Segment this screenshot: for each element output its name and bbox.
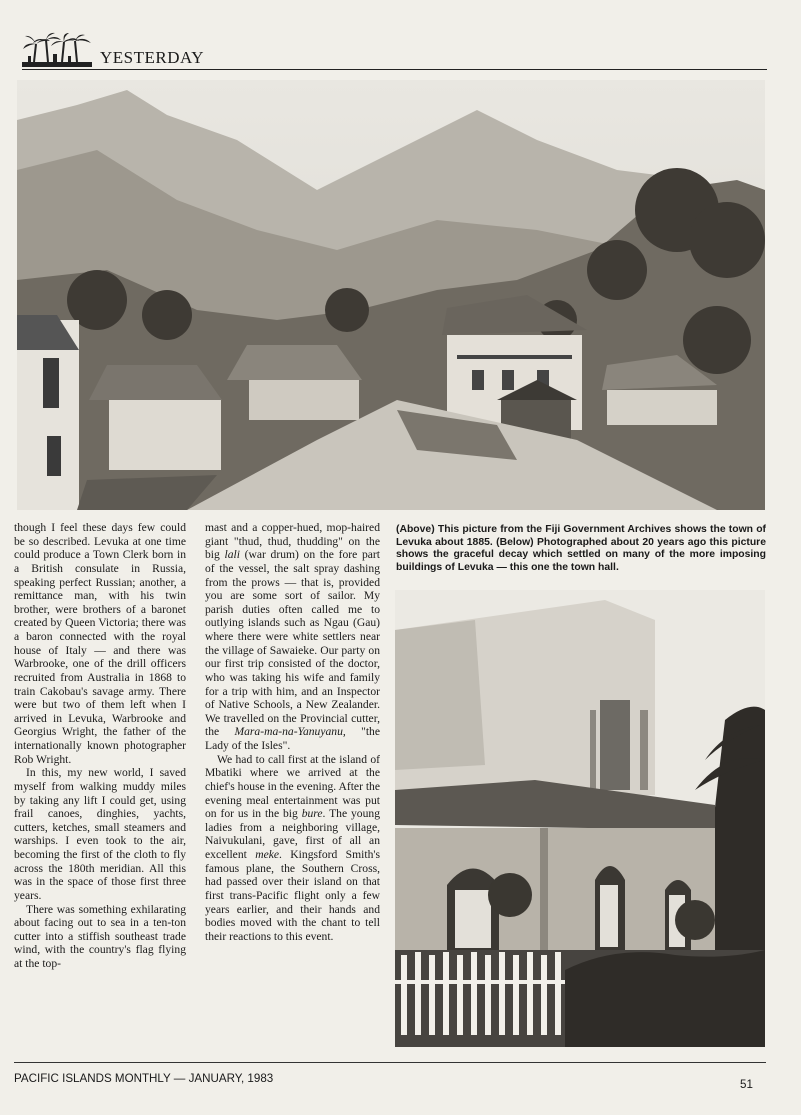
text-run: . The young ladies from a neighboring village, Naivukulani, gave, first of all an excellent — [205, 807, 380, 861]
text-run: (war drum) on the fore part of the vessel, the salt spray dashing from the prows — that is, provided you are some sort of sailor. My parish duties often called me to outlying islands such as Ngau (Gau) where there were white settlers near the village of Sawaieke. Our party on our first trip consisted of the doctor, who was taking his wife and family for a trip with him, and an Inspector of Native Schools, a New Zealander. We travelled on the Provincial cutter, the — [205, 548, 380, 739]
page-number: 51 — [740, 1078, 753, 1091]
page-header — [22, 30, 767, 72]
text-run: We had to call first at the island of Mbatiki where we arrived at the chief's house in the evening. After the evening meal entertainment was put on for us in the big — [205, 752, 380, 821]
levuka-town-illustration — [17, 80, 765, 510]
article-column-2 — [205, 521, 380, 943]
paragraph — [205, 753, 380, 944]
text-run: mast and a copper-hued, mop-haired giant "thud, thud, thudding" on the big — [205, 521, 380, 562]
footer-rule — [14, 1062, 766, 1063]
ship-name: Mara-ma-na-Yanuyanu, — [234, 725, 346, 739]
town-hall-photo — [395, 590, 765, 1047]
article-column-1 — [14, 521, 186, 971]
palm-trees-icon — [22, 32, 92, 68]
text-run: . Kingsford Smith's famous plane, the Southern Cross, had passed over their island on that first trans-Pacific flight only a few years earlier, and their hands and bodies moved with the chant to tell their reactions to this event. — [205, 848, 380, 943]
town-hall-illustration — [395, 590, 765, 1047]
italic-term: bure — [301, 807, 323, 821]
publication-footer: PACIFIC ISLANDS MONTHLY — JANUARY, 1983 — [14, 1072, 274, 1085]
header-rule — [22, 69, 767, 70]
italic-term: meke — [255, 848, 280, 861]
paragraph: though I feel these days few could be so described. Levuka at one time could produce a Town Clerk born in a British consulate in Russia, speaking perfect Russian; another, a remittance man, with his twin brother, were brothers of a baronet created by Queen Victoria; there was a baron connected with the royal house of Italy — and there was Warbrooke, one of the drill officers recruited from Australia in 1868 to train Cakobau's savage army. There were but two of them left when I arrived in Levuka, Warbrooke and Georgius Wright, the father of the internationally known photographer Rob Wright. — [14, 521, 186, 766]
levuka-town-photo — [17, 80, 765, 510]
text-run: "the Lady of the Isles". — [205, 725, 380, 752]
italic-term: lali — [224, 548, 240, 562]
section-title: YESTERDAY — [100, 48, 204, 67]
paragraph: In this, my new world, I saved myself from walking muddy miles by taking any lift I could get, using frail canoes, dinghies, yachts, cutters, ketches, small steamers and warships. I even took to the air, becoming the first of the cloth to fly across the 180th meridian. All this was in the space of those first three years. — [14, 766, 186, 902]
photo-caption: (Above) This picture from the Fiji Government Archives shows the town of Levuka about 1885. (Below) Photographed about 20 years ago this picture shows the graceful decay which settled on many of the more imposing buildings of Levuka — this one the town hall. — [396, 524, 766, 573]
paragraph — [205, 521, 380, 753]
paragraph: There was something exhilarating about facing out to sea in a ten-ton cutter into a stiffish southeast trade wind, with the country's flag flying at the top- — [14, 902, 186, 970]
